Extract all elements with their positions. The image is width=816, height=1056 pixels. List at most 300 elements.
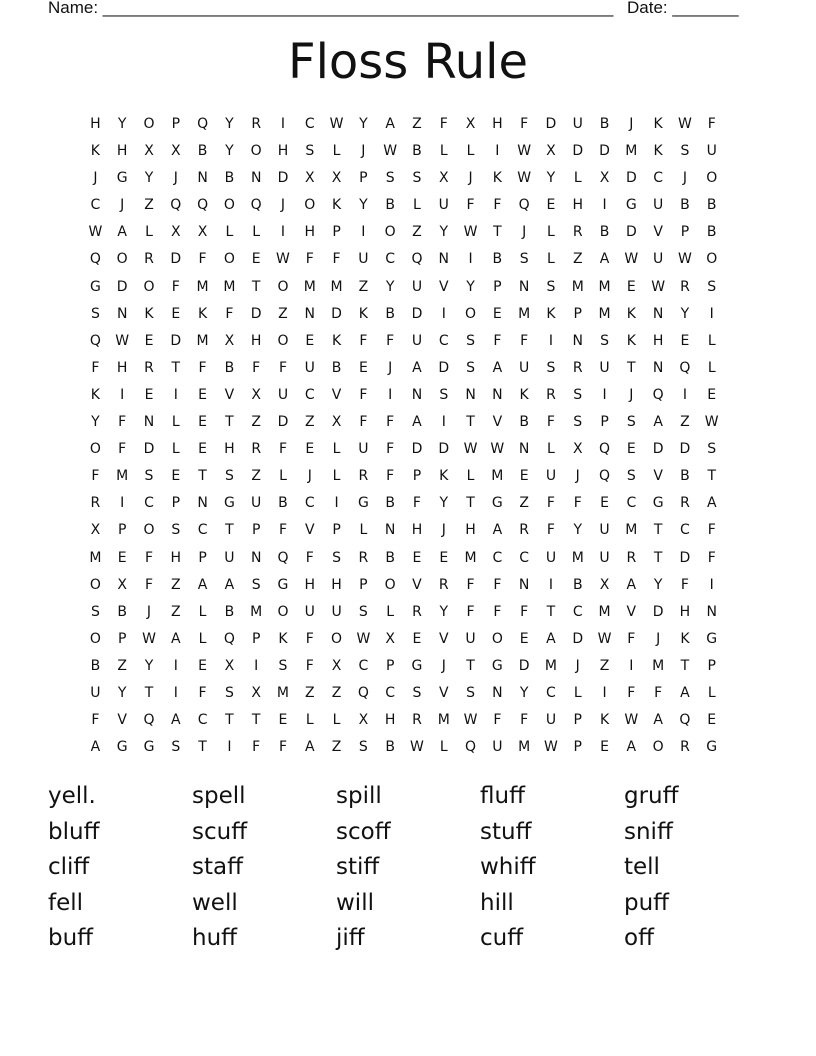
grid-letter: M <box>250 603 263 620</box>
grid-letter: F <box>439 116 448 132</box>
grid-letter: D <box>625 224 637 241</box>
grid-letter: A <box>492 522 503 539</box>
grid-letter: C <box>519 549 530 566</box>
grid-letter: Q <box>170 197 182 214</box>
grid-letter: M <box>196 332 209 349</box>
grid-letter: N <box>518 441 530 458</box>
grid-letter: X <box>117 576 127 593</box>
grid-letter: L <box>198 603 207 620</box>
grid-letter: F <box>386 441 395 458</box>
grid-letter: F <box>305 549 314 566</box>
grid-letter: M <box>330 278 343 295</box>
grid-letter: Z <box>278 305 288 322</box>
grid-letter: M <box>437 712 450 729</box>
grid-letter: P <box>573 739 582 756</box>
grid-letter: L <box>466 468 475 485</box>
grid-letter: Y <box>144 170 154 187</box>
grid-letter: J <box>629 386 634 403</box>
grid-letter: K <box>599 712 610 729</box>
grid-letter: N <box>411 386 423 403</box>
grid-letter: F <box>386 468 395 485</box>
grid-letter: M <box>276 684 290 701</box>
grid-letter: I <box>548 576 554 593</box>
grid-letter: P <box>385 657 395 674</box>
grid-letter: O <box>277 332 289 349</box>
grid-letter: F <box>493 712 502 729</box>
grid-letter: M <box>652 657 665 674</box>
grid-letter: F <box>493 576 502 593</box>
grid-letter: S <box>171 522 181 539</box>
grid-letter: K <box>331 197 342 214</box>
grid-letter: K <box>653 143 663 160</box>
grid-letter: I <box>441 305 446 322</box>
grid-letter: B <box>599 116 610 132</box>
grid-letter: G <box>491 495 503 512</box>
word-list-item: spill <box>336 783 382 809</box>
grid-letter: J <box>656 630 661 647</box>
grid-letter: X <box>251 684 261 701</box>
grid-letter: O <box>304 197 316 214</box>
grid-letter: W <box>624 251 639 268</box>
grid-letter: C <box>385 251 396 268</box>
grid-letter: N <box>143 414 155 431</box>
grid-letter: M <box>89 549 102 566</box>
grid-letter: F <box>520 116 529 132</box>
grid-letter: H <box>411 522 423 539</box>
grid-letter: F <box>466 603 475 620</box>
grid-letter: T <box>198 468 207 485</box>
grid-letter: F <box>91 359 100 376</box>
grid-letter: O <box>143 116 155 132</box>
grid-letter: U <box>465 630 476 647</box>
grid-letter: P <box>707 657 716 674</box>
grid-letter: Z <box>331 739 342 756</box>
grid-letter: P <box>359 170 368 187</box>
grid-letter: O <box>89 576 101 593</box>
grid-letter: L <box>359 522 368 539</box>
grid-letter: M <box>518 739 531 756</box>
grid-letter: R <box>144 359 154 376</box>
grid-letter: R <box>680 278 690 295</box>
grid-letter: C <box>90 197 101 214</box>
grid-letter: W <box>651 278 666 295</box>
grid-letter: M <box>303 278 316 295</box>
grid-letter: O <box>384 224 396 241</box>
date-field-label: Date: _______ <box>627 0 739 17</box>
grid-letter: K <box>519 386 529 403</box>
grid-letter: Z <box>412 116 422 132</box>
grid-letter: R <box>412 712 422 729</box>
grid-letter: L <box>252 224 261 241</box>
grid-letter: Z <box>519 495 529 512</box>
grid-letter: F <box>118 414 127 431</box>
grid-letter: E <box>305 441 315 458</box>
grid-letter: S <box>385 170 395 187</box>
grid-letter: I <box>227 739 232 756</box>
word-list-item: stiff <box>336 854 380 880</box>
grid-letter: T <box>225 414 234 431</box>
grid-letter: B <box>197 143 208 160</box>
grid-letter: M <box>223 278 236 295</box>
grid-letter: N <box>572 332 583 349</box>
grid-letter: E <box>144 386 154 403</box>
grid-letter: F <box>573 495 582 512</box>
grid-letter: W <box>142 630 156 647</box>
grid-letter: D <box>518 657 530 674</box>
grid-letter: V <box>492 414 503 431</box>
word-list-item: bluff <box>48 818 100 845</box>
grid-letter: V <box>653 468 663 485</box>
grid-letter: E <box>600 739 609 756</box>
grid-letter: Q <box>652 386 664 403</box>
grid-letter: A <box>171 712 181 729</box>
grid-letter: P <box>117 522 127 539</box>
grid-letter: D <box>250 305 262 322</box>
grid-letter: O <box>277 603 289 620</box>
grid-letter: A <box>653 414 663 431</box>
word-list-item: buff <box>48 925 94 951</box>
grid-letter: G <box>491 657 503 674</box>
word-list-item: cuff <box>480 925 524 951</box>
grid-letter: F <box>386 414 395 431</box>
grid-letter: W <box>517 143 532 160</box>
grid-letter: F <box>225 305 234 322</box>
grid-letter: Q <box>411 251 423 268</box>
grid-letter: B <box>331 359 342 376</box>
grid-letter: E <box>519 468 529 485</box>
grid-letter: E <box>519 630 529 647</box>
grid-letter: X <box>546 143 556 160</box>
grid-letter: Y <box>519 684 529 701</box>
grid-letter: S <box>90 305 100 322</box>
grid-letter: Y <box>359 197 368 214</box>
grid-letter: N <box>465 386 476 403</box>
grid-letter: F <box>707 549 716 566</box>
grid-letter: I <box>280 224 286 241</box>
grid-letter: W <box>490 441 505 458</box>
grid-letter: S <box>171 739 181 756</box>
grid-letter: G <box>357 495 369 512</box>
grid-letter: A <box>197 576 208 593</box>
grid-letter: Q <box>250 197 262 214</box>
grid-letter: S <box>546 278 556 295</box>
grid-letter: L <box>332 712 341 729</box>
grid-letter: O <box>331 630 343 647</box>
grid-letter: B <box>519 414 529 431</box>
grid-letter: Q <box>518 197 530 214</box>
grid-letter: F <box>493 332 502 349</box>
grid-letter: M <box>196 278 209 295</box>
grid-letter: C <box>680 522 690 539</box>
grid-letter: U <box>599 549 610 566</box>
grid-letter: R <box>626 549 637 566</box>
grid-letter: J <box>388 359 393 376</box>
grid-letter: C <box>438 332 449 349</box>
grid-letter: R <box>358 468 369 485</box>
grid-letter: S <box>466 332 475 349</box>
grid-letter: E <box>198 386 208 403</box>
grid-letter: L <box>332 143 341 160</box>
grid-letter: F <box>707 116 716 132</box>
grid-letter: U <box>90 684 101 701</box>
grid-letter: F <box>91 468 100 485</box>
grid-letter: Y <box>385 278 395 295</box>
grid-letter: G <box>277 576 289 593</box>
grid-letter: L <box>386 603 395 620</box>
grid-letter: U <box>599 522 610 539</box>
grid-letter: K <box>90 386 100 403</box>
grid-letter: K <box>546 305 556 322</box>
grid-letter: J <box>575 657 580 674</box>
grid-letter: T <box>466 495 475 512</box>
grid-letter: M <box>544 657 557 674</box>
grid-letter: F <box>278 739 287 756</box>
grid-letter: U <box>519 359 530 376</box>
grid-letter: V <box>117 712 127 729</box>
grid-letter: A <box>224 576 235 593</box>
grid-letter: F <box>305 657 314 674</box>
grid-letter: F <box>466 576 475 593</box>
grid-letter: F <box>252 739 261 756</box>
grid-letter: Z <box>251 414 261 431</box>
grid-letter: A <box>706 495 717 512</box>
grid-letter: R <box>438 576 449 593</box>
grid-letter: Z <box>304 414 315 431</box>
grid-letter: S <box>251 576 261 593</box>
grid-letter: F <box>412 495 421 512</box>
grid-letter: Z <box>331 684 342 701</box>
grid-letter: I <box>602 684 607 701</box>
grid-letter: U <box>492 739 503 756</box>
grid-letter: L <box>332 441 341 458</box>
grid-letter: J <box>629 116 634 132</box>
grid-letter: C <box>358 657 369 674</box>
grid-letter: X <box>438 170 449 187</box>
grid-letter: L <box>439 143 448 160</box>
grid-letter: E <box>278 712 288 729</box>
grid-letter: E <box>492 305 502 322</box>
grid-letter: D <box>572 143 584 160</box>
letter-grid <box>82 114 725 764</box>
grid-letter: W <box>356 630 371 647</box>
word-list-item: scoff <box>336 818 391 845</box>
grid-letter: K <box>439 468 449 485</box>
grid-letter: M <box>625 143 638 160</box>
word-list-item: yell. <box>48 783 96 809</box>
grid-letter: S <box>707 441 717 458</box>
grid-letter: N <box>652 359 664 376</box>
grid-letter: B <box>680 197 690 214</box>
grid-letter: L <box>707 359 716 376</box>
word-list <box>48 780 768 958</box>
grid-letter: N <box>197 495 208 512</box>
grid-letter: N <box>492 684 503 701</box>
grid-letter: C <box>144 495 154 512</box>
grid-letter: P <box>573 305 582 322</box>
grid-letter: Y <box>117 116 127 132</box>
grid-letter: S <box>626 414 636 431</box>
grid-letter: E <box>198 441 208 458</box>
grid-letter: Y <box>680 305 690 322</box>
grid-letter: E <box>198 657 208 674</box>
grid-letter: U <box>653 251 664 268</box>
grid-letter: X <box>170 224 181 241</box>
grid-letter: G <box>116 170 128 187</box>
grid-letter: Q <box>143 712 155 729</box>
grid-letter: X <box>170 143 181 160</box>
grid-letter: N <box>304 305 316 322</box>
grid-letter: H <box>679 603 691 620</box>
grid-letter: X <box>90 522 101 539</box>
word-list-item: will <box>336 889 374 916</box>
grid-letter: L <box>466 143 475 160</box>
grid-letter: I <box>280 116 286 132</box>
grid-letter: D <box>652 603 664 620</box>
worksheet-header <box>48 0 739 18</box>
grid-letter: D <box>679 549 691 566</box>
grid-letter: S <box>90 603 100 620</box>
grid-letter: D <box>411 305 423 322</box>
grid-letter: T <box>251 278 261 295</box>
grid-letter: F <box>520 603 529 620</box>
grid-letter: Y <box>573 522 583 539</box>
grid-letter: Y <box>466 278 475 295</box>
grid-letter: E <box>144 332 154 349</box>
grid-letter: W <box>383 143 398 160</box>
word-list-item: whiff <box>480 854 536 880</box>
grid-letter: H <box>331 576 342 593</box>
grid-letter: F <box>359 414 368 431</box>
grid-letter: H <box>572 197 583 214</box>
grid-letter: Z <box>304 684 315 701</box>
grid-letter: O <box>223 197 235 214</box>
grid-letter: R <box>680 495 690 512</box>
grid-letter: D <box>652 441 664 458</box>
grid-letter: H <box>277 143 289 160</box>
grid-letter: X <box>331 657 342 674</box>
grid-letter: K <box>90 143 100 160</box>
grid-letter: V <box>438 278 449 295</box>
grid-letter: B <box>706 197 717 214</box>
grid-letter: N <box>116 305 128 322</box>
grid-letter: P <box>332 224 341 241</box>
grid-letter: C <box>492 549 503 566</box>
grid-letter: L <box>573 170 582 187</box>
grid-letter: D <box>331 305 342 322</box>
grid-letter: C <box>304 495 315 512</box>
grid-letter: T <box>627 359 636 376</box>
grid-letter: Y <box>439 495 449 512</box>
grid-letter: W <box>544 739 558 756</box>
grid-letter: S <box>332 549 342 566</box>
grid-letter: G <box>89 278 101 295</box>
grid-letter: V <box>304 522 315 539</box>
grid-letter: N <box>518 576 530 593</box>
grid-letter: X <box>599 170 610 187</box>
grid-letter: S <box>358 739 368 756</box>
grid-letter: F <box>278 441 287 458</box>
grid-letter: D <box>170 332 182 349</box>
grid-letter: S <box>412 170 422 187</box>
grid-letter: X <box>599 576 610 593</box>
grid-letter: B <box>385 739 395 756</box>
grid-letter: V <box>653 224 663 241</box>
grid-letter: L <box>198 630 207 647</box>
grid-letter: P <box>332 522 341 539</box>
grid-letter: D <box>170 251 182 268</box>
grid-letter: O <box>143 278 155 295</box>
grid-letter: F <box>546 495 555 512</box>
grid-letter: B <box>492 251 503 268</box>
grid-letter: C <box>546 684 556 701</box>
grid-letter: J <box>280 197 286 214</box>
grid-letter: L <box>707 332 716 349</box>
grid-letter: G <box>706 739 718 756</box>
grid-letter: N <box>197 170 208 187</box>
grid-letter: H <box>116 359 128 376</box>
grid-letter: F <box>278 522 287 539</box>
grid-letter: Q <box>357 684 369 701</box>
grid-letter: R <box>572 224 583 241</box>
word-list-item: puff <box>624 889 670 916</box>
word-list-item: cliff <box>48 854 90 880</box>
grid-letter: F <box>198 684 207 701</box>
grid-letter: X <box>385 630 395 647</box>
grid-letter: K <box>626 332 636 349</box>
grid-letter: K <box>653 116 663 132</box>
grid-letter: I <box>361 224 366 241</box>
grid-letter: B <box>412 143 422 160</box>
grid-letter: W <box>410 739 424 756</box>
grid-letter: G <box>223 495 235 512</box>
grid-letter: S <box>466 359 475 376</box>
grid-letter: F <box>305 251 314 268</box>
grid-letter: H <box>250 332 262 349</box>
grid-letter: V <box>438 684 449 701</box>
grid-letter: S <box>707 278 717 295</box>
grid-letter: T <box>546 603 556 620</box>
grid-letter: O <box>250 143 262 160</box>
grid-letter: P <box>493 278 502 295</box>
grid-letter: U <box>304 359 315 376</box>
grid-letter: K <box>358 305 368 322</box>
grid-letter: A <box>680 684 690 701</box>
grid-letter: F <box>144 576 154 593</box>
grid-letter: P <box>117 630 127 647</box>
grid-letter: A <box>117 224 127 241</box>
grid-letter: F <box>91 712 100 729</box>
grid-letter: Y <box>359 116 368 132</box>
grid-letter: X <box>331 414 342 431</box>
grid-letter: F <box>493 197 502 214</box>
grid-letter: X <box>224 332 235 349</box>
grid-letter: P <box>680 224 690 241</box>
grid-letter: J <box>441 657 446 674</box>
grid-letter: E <box>171 468 181 485</box>
grid-letter: K <box>144 305 154 322</box>
word-list-item: stuff <box>480 818 532 845</box>
grid-letter: Y <box>117 684 127 701</box>
grid-letter: E <box>626 278 636 295</box>
word-list-item: hill <box>480 889 514 916</box>
grid-letter: E <box>626 441 636 458</box>
grid-letter: T <box>680 657 690 674</box>
grid-letter: T <box>653 522 663 539</box>
grid-letter: I <box>682 386 687 403</box>
grid-letter: I <box>709 305 714 322</box>
grid-letter: W <box>88 224 103 241</box>
grid-letter: E <box>251 251 261 268</box>
